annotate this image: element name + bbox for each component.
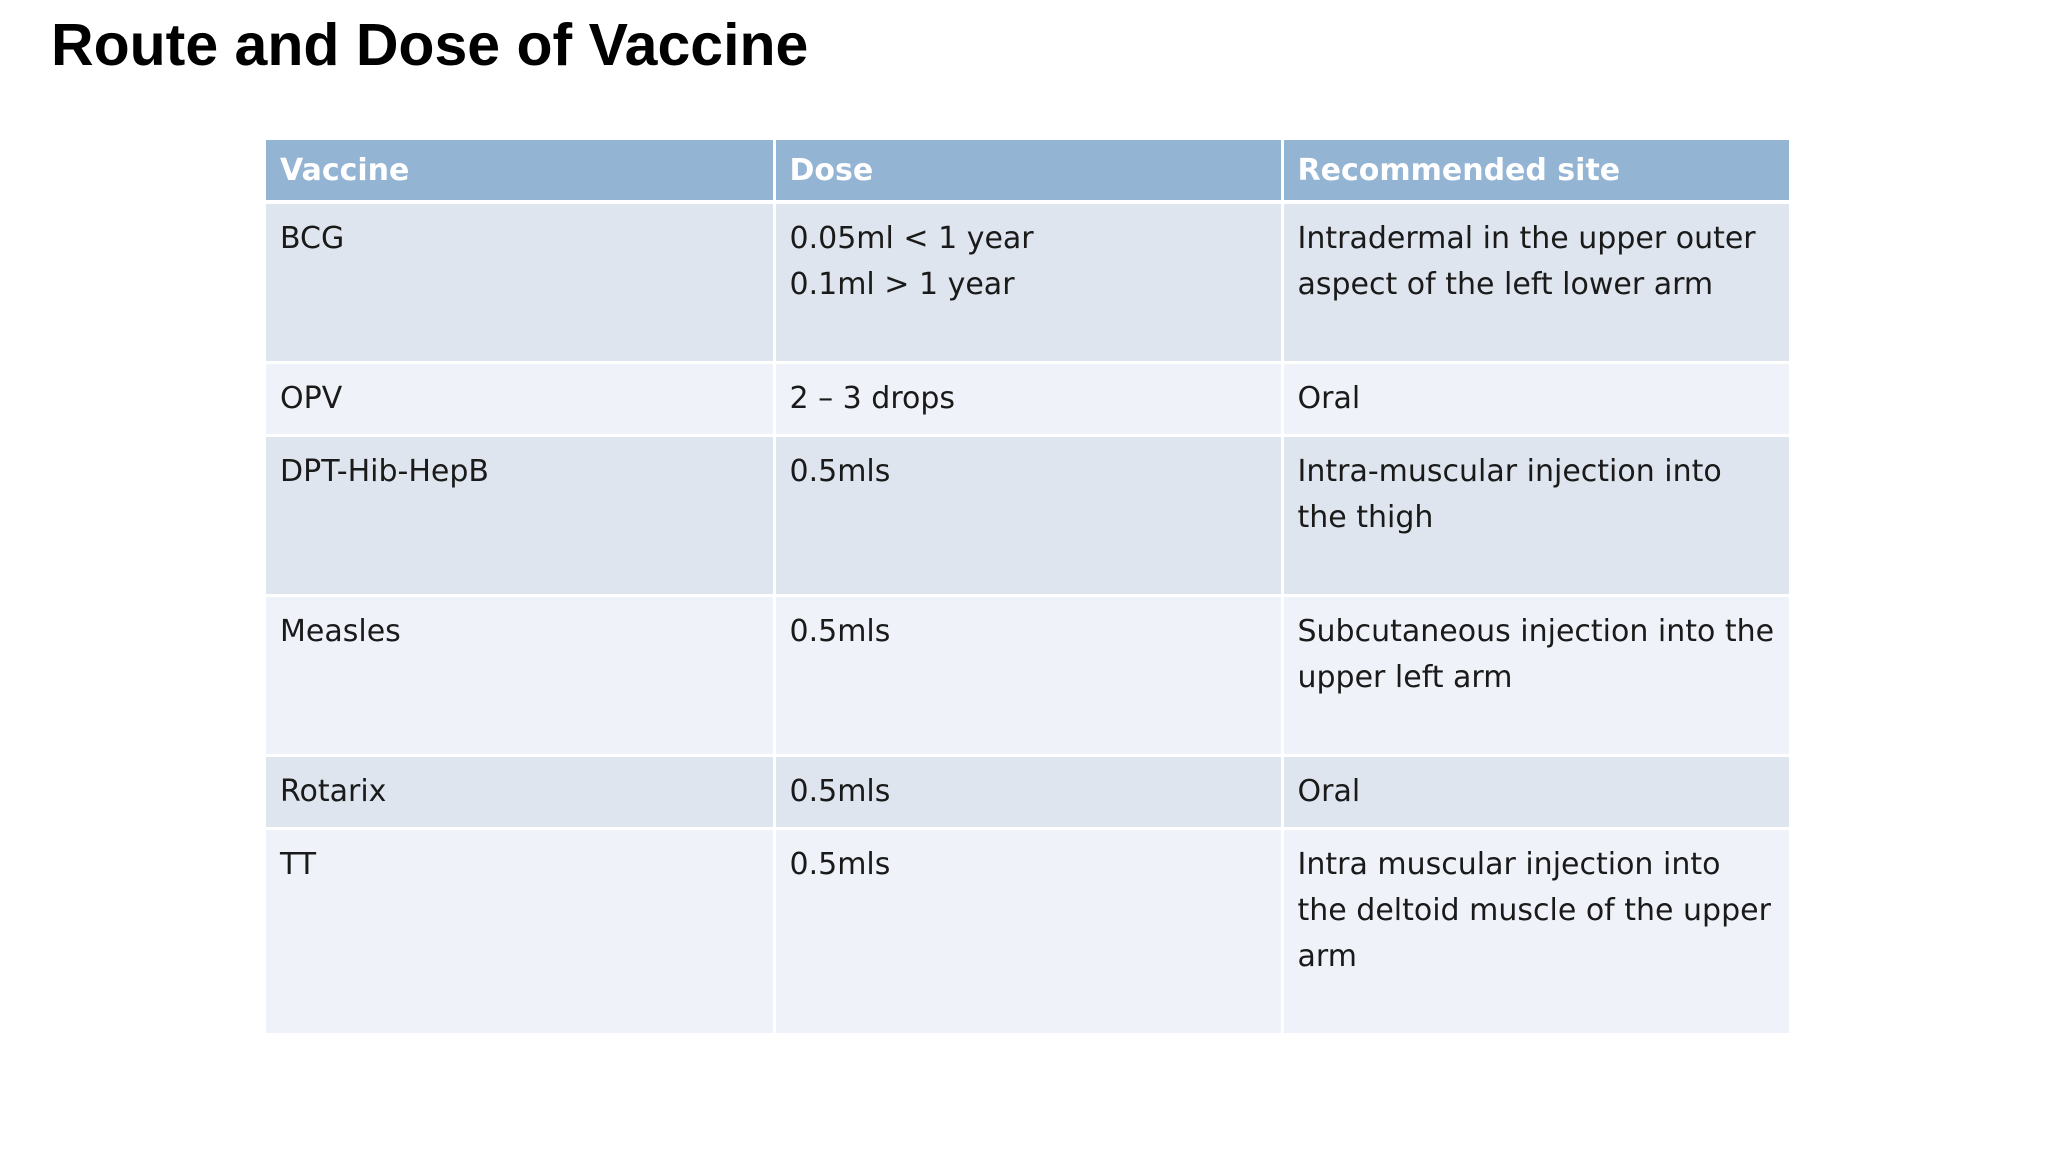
vaccine-cell: Measles <box>266 595 774 755</box>
column-header-dose: Dose <box>774 140 1282 202</box>
slide-title: Route and Dose of Vaccine <box>51 12 809 78</box>
dose-cell <box>774 362 1282 435</box>
vaccine-cell: BCG <box>266 202 774 362</box>
dose-line: 0.5mls <box>789 453 891 489</box>
site-cell: Oral <box>1282 755 1789 828</box>
dose-line: 0.05ml < 1 year <box>789 221 1034 256</box>
dose-cell <box>774 435 1282 595</box>
table-row <box>266 828 1789 1034</box>
site-cell: Oral <box>1282 362 1789 435</box>
table-row <box>266 202 1789 362</box>
table-row <box>266 435 1789 595</box>
dose-line: 0.5mls <box>789 613 891 649</box>
dose-cell <box>774 828 1282 1034</box>
vaccine-cell: OPV <box>266 362 774 435</box>
site-cell: Subcutaneous injection into the upper left arm <box>1282 595 1789 755</box>
dose-line: 0.5mls <box>789 773 891 809</box>
vaccine-cell: DPT-Hib-HepB <box>266 435 774 595</box>
dose-cell <box>774 202 1282 362</box>
site-cell: Intra muscular injection into the deltoid muscle of the upper arm <box>1282 828 1789 1034</box>
vaccine-cell: Rotarix <box>266 755 774 828</box>
dose-line: 0.1ml > 1 year <box>789 267 1015 302</box>
dose-line: 0.5mls <box>789 846 891 882</box>
table-row <box>266 755 1789 828</box>
table-row <box>266 595 1789 755</box>
dose-line: 2 – 3 drops <box>789 380 956 416</box>
table-header-row <box>266 140 1789 202</box>
dose-cell <box>774 595 1282 755</box>
table-row <box>266 362 1789 435</box>
site-cell: Intradermal in the upper outer aspect of the left lower arm <box>1282 202 1789 362</box>
dose-cell <box>774 755 1282 828</box>
column-header-recommended-site: Recommended site <box>1282 140 1789 202</box>
site-cell: Intra-muscular injection into the thigh <box>1282 435 1789 595</box>
column-header-vaccine: Vaccine <box>266 140 774 202</box>
vaccine-table <box>266 140 1789 1036</box>
vaccine-cell: TT <box>266 828 774 1034</box>
